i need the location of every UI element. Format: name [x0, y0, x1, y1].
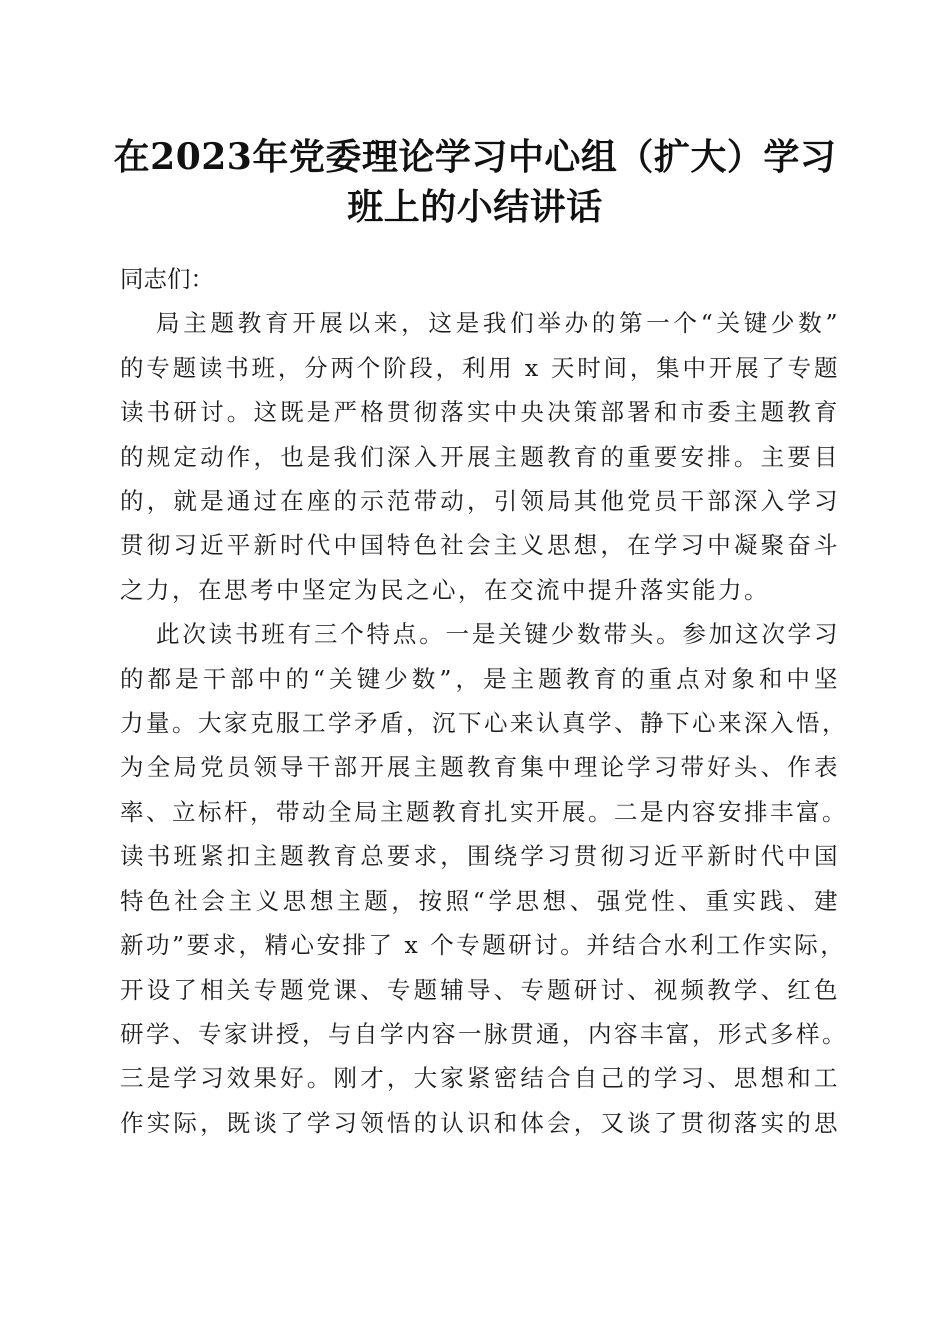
document-body	[120, 257, 848, 1145]
text-line: 新功”要求，精心安排了 x 个专题研讨。并结合水利工作实际，	[120, 931, 847, 960]
text-line: 读书班紧扣主题教育总要求，围绕学习贯彻习近平新时代中国	[120, 842, 840, 871]
text-line: 力量。大家克服工学矛盾，沉下心来认真学、静下心来深入悟，	[120, 709, 848, 738]
text-line: 的，就是通过在座的示范带动，引领局其他党员干部深入学习	[120, 487, 840, 516]
text-line: 读书研讨。这既是严格贯彻落实中央决策部署和市委主题教育	[120, 398, 840, 427]
text-line: 特色社会主义思想主题，按照“学思想、强党性、重实践、建	[120, 886, 840, 915]
paragraph	[120, 301, 840, 612]
text-line: 的专题读书班，分两个阶段，利用 x 天时间，集中开展了专题	[120, 353, 840, 382]
title-line: 在2023年党委理论学习中心组（扩大）学习	[113, 136, 837, 178]
text-line: 贯彻习近平新时代中国特色社会主义思想，在学习中凝聚奋斗	[120, 531, 840, 560]
title-line: 班上的小结讲话	[347, 186, 603, 228]
text-line: 局主题教育开展以来，这是我们举办的第一个“关键少数”	[156, 309, 840, 338]
text-line: 作实际，既谈了学习领悟的认识和体会，又谈了贯彻落实的思	[120, 1108, 840, 1137]
text-line: 为全局党员领导干部开展主题教育集中理论学习带好头、作表	[120, 753, 840, 782]
document-title	[0, 132, 950, 232]
salutation: 同志们：	[120, 265, 214, 293]
text-line: 之力，在思考中坚定为民之心，在交流中提升落实能力。	[120, 575, 770, 604]
text-line: 的规定动作，也是我们深入开展主题教育的重要安排。主要目	[120, 442, 840, 471]
text-line: 三是学习效果好。刚才，大家紧密结合自己的学习、思想和工	[120, 1064, 840, 1093]
text-line: 开设了相关专题党课、专题辅导、专题研讨、视频教学、红色	[120, 975, 840, 1004]
text-line: 研学、专家讲授，与自学内容一脉贯通，内容丰富，形式多样。	[120, 1019, 848, 1048]
text-line: 率、立标杆，带动全局主题教育扎实开展。二是内容安排丰富。	[120, 797, 848, 826]
text-line: 的都是干部中的“关键少数”，是主题教育的重点对象和中坚	[120, 664, 840, 693]
paragraph	[120, 612, 848, 1145]
text-line: 此次读书班有三个特点。一是关键少数带头。参加这次学习	[156, 620, 840, 649]
